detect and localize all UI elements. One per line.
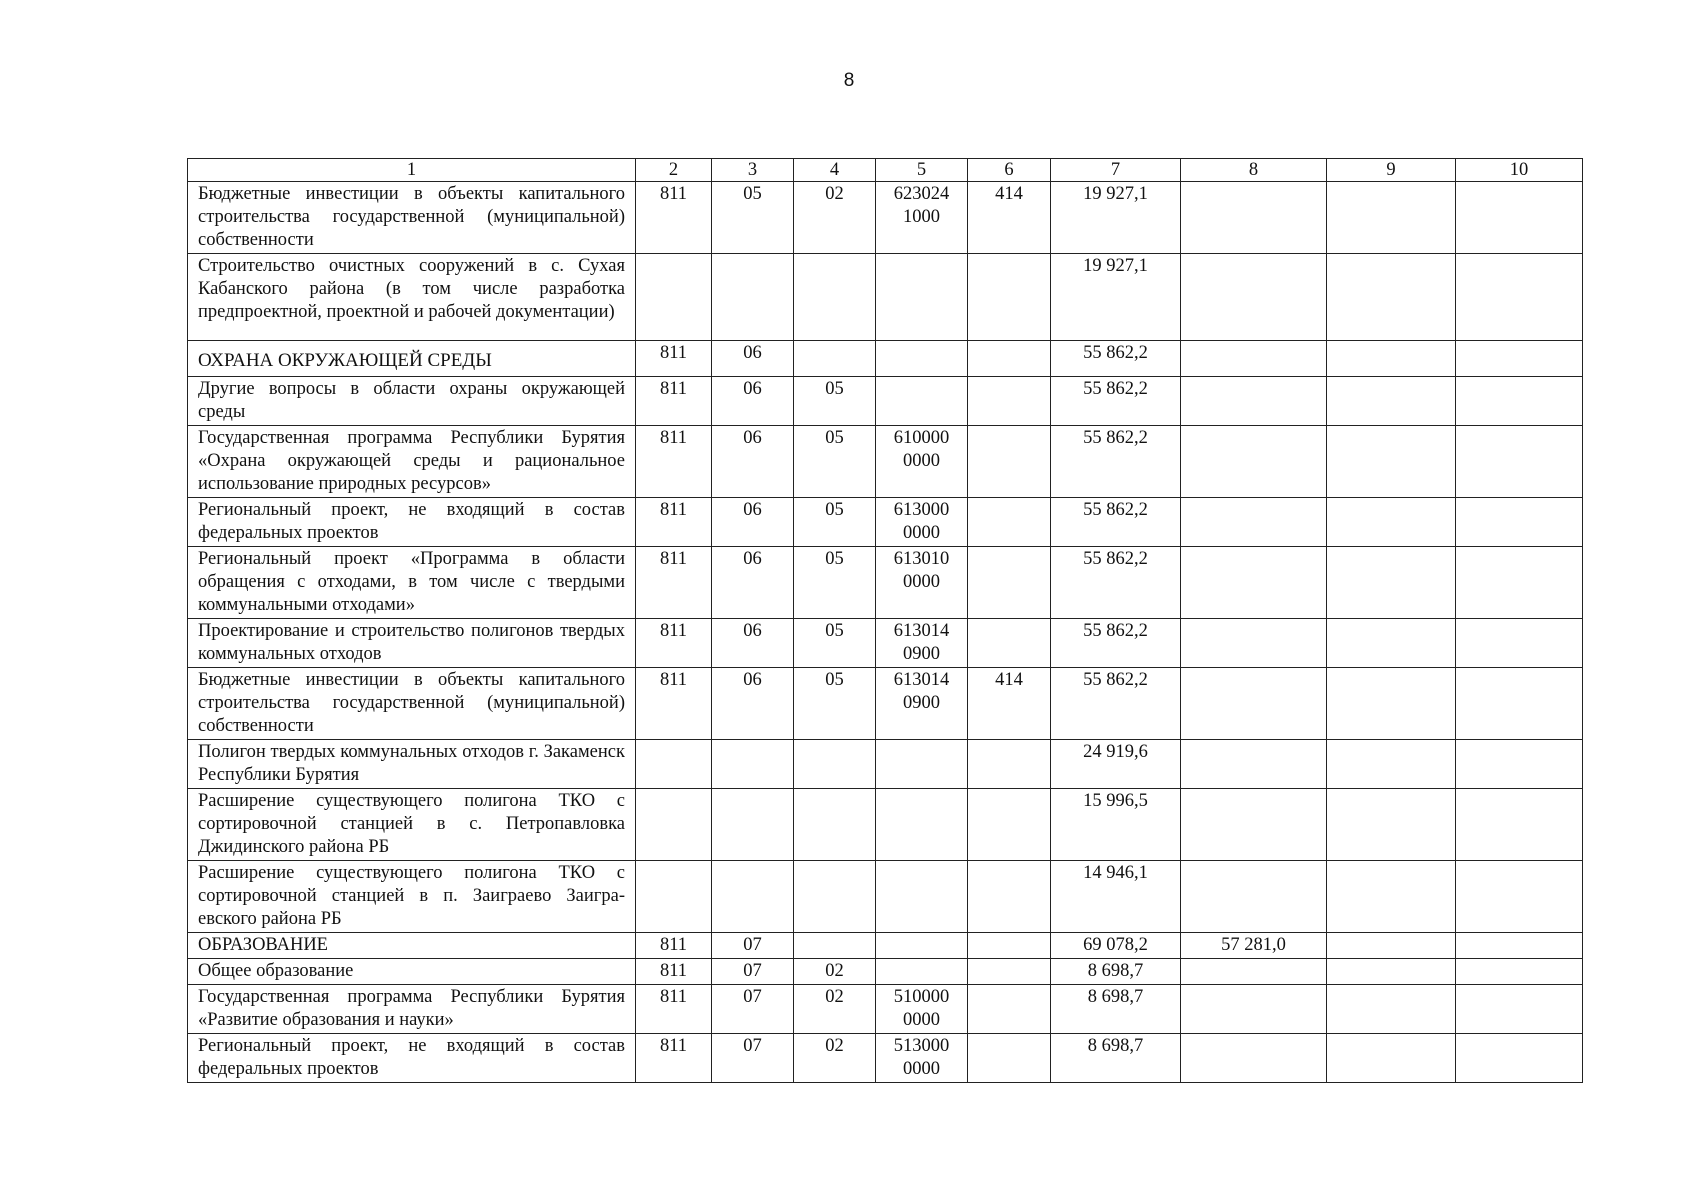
row-description: Региональный проект, не входящий в состав федеральных проектов — [188, 1034, 636, 1083]
cell-col-3: 06 — [712, 377, 794, 426]
header-cell: 6 — [968, 159, 1051, 182]
cell-col-3: 07 — [712, 985, 794, 1034]
cell-col-2: 811 — [636, 985, 712, 1034]
table-row — [188, 182, 1583, 254]
cell-col-4: 02 — [794, 959, 876, 985]
row-description: Общее образование — [188, 959, 636, 985]
cell-col-10 — [1456, 619, 1583, 668]
cell-col-6: 414 — [968, 668, 1051, 740]
cell-col-7: 19 927,1 — [1051, 182, 1181, 254]
cell-col-8 — [1181, 985, 1327, 1034]
cell-col-9 — [1327, 377, 1456, 426]
header-cell: 1 — [188, 159, 636, 182]
cell-col-4: 05 — [794, 668, 876, 740]
cell-col-3: 07 — [712, 933, 794, 959]
cell-col-2: 811 — [636, 498, 712, 547]
row-description: Бюджетные инвестиции в объекты капитального строительства государственной (муниципальной) собственности — [188, 182, 636, 254]
cell-col-5 — [876, 377, 968, 426]
cell-col-7: 14 946,1 — [1051, 861, 1181, 933]
cell-col-9 — [1327, 740, 1456, 789]
cell-col-5 — [876, 341, 968, 377]
cell-col-5: 613010 0000 — [876, 547, 968, 619]
cell-col-5 — [876, 789, 968, 861]
row-description: Проектирование и строительство полигонов твердых коммунальных отходов — [188, 619, 636, 668]
cell-col-2: 811 — [636, 1034, 712, 1083]
cell-col-2 — [636, 789, 712, 861]
cell-col-7: 55 862,2 — [1051, 668, 1181, 740]
cell-col-3: 05 — [712, 182, 794, 254]
row-description: Строительство очистных сооружений в с. Сухая Кабанского района (в том числе разработка предпроектной, проектной и рабочей документации) — [188, 254, 636, 341]
cell-col-8 — [1181, 377, 1327, 426]
cell-col-3 — [712, 789, 794, 861]
row-description: Региональный проект, не входящий в состав федеральных проектов — [188, 498, 636, 547]
cell-col-10 — [1456, 1034, 1583, 1083]
cell-col-8 — [1181, 498, 1327, 547]
table-row — [188, 933, 1583, 959]
cell-col-8: 57 281,0 — [1181, 933, 1327, 959]
cell-col-4 — [794, 740, 876, 789]
header-cell: 8 — [1181, 159, 1327, 182]
table-row — [188, 498, 1583, 547]
cell-col-6 — [968, 959, 1051, 985]
cell-col-5: 613000 0000 — [876, 498, 968, 547]
cell-col-9 — [1327, 498, 1456, 547]
cell-col-9 — [1327, 861, 1456, 933]
cell-col-10 — [1456, 985, 1583, 1034]
cell-col-10 — [1456, 740, 1583, 789]
cell-col-6 — [968, 377, 1051, 426]
cell-col-10 — [1456, 933, 1583, 959]
header-cell: 3 — [712, 159, 794, 182]
cell-col-2: 811 — [636, 341, 712, 377]
cell-col-5: 513000 0000 — [876, 1034, 968, 1083]
cell-col-9 — [1327, 789, 1456, 861]
table-row — [188, 341, 1583, 377]
cell-col-6 — [968, 1034, 1051, 1083]
cell-col-3 — [712, 254, 794, 341]
cell-col-5: 610000 0000 — [876, 426, 968, 498]
cell-col-9 — [1327, 619, 1456, 668]
page-number: 8 — [843, 70, 855, 91]
cell-col-4: 05 — [794, 547, 876, 619]
table-row — [188, 959, 1583, 985]
cell-col-8 — [1181, 1034, 1327, 1083]
cell-col-9 — [1327, 1034, 1456, 1083]
table-row — [188, 547, 1583, 619]
cell-col-4: 02 — [794, 1034, 876, 1083]
cell-col-6 — [968, 740, 1051, 789]
cell-col-8 — [1181, 547, 1327, 619]
cell-col-2: 811 — [636, 547, 712, 619]
cell-col-9 — [1327, 254, 1456, 341]
cell-col-10 — [1456, 426, 1583, 498]
table-row — [188, 377, 1583, 426]
cell-col-8 — [1181, 789, 1327, 861]
cell-col-10 — [1456, 498, 1583, 547]
cell-col-10 — [1456, 861, 1583, 933]
cell-col-6 — [968, 498, 1051, 547]
row-description: Бюджетные инвестиции в объекты капитального строительства государственной (муниципальной) собственности — [188, 668, 636, 740]
header-cell: 4 — [794, 159, 876, 182]
table-row — [188, 789, 1583, 861]
cell-col-5 — [876, 861, 968, 933]
cell-col-5 — [876, 740, 968, 789]
cell-col-2: 811 — [636, 619, 712, 668]
cell-col-6 — [968, 254, 1051, 341]
cell-col-4 — [794, 861, 876, 933]
cell-col-7: 55 862,2 — [1051, 341, 1181, 377]
cell-col-7: 55 862,2 — [1051, 377, 1181, 426]
cell-col-9 — [1327, 933, 1456, 959]
cell-col-2 — [636, 740, 712, 789]
cell-col-8 — [1181, 426, 1327, 498]
cell-col-7: 19 927,1 — [1051, 254, 1181, 341]
cell-col-3 — [712, 740, 794, 789]
header-cell: 5 — [876, 159, 968, 182]
cell-col-9 — [1327, 182, 1456, 254]
cell-col-2 — [636, 254, 712, 341]
cell-col-4: 05 — [794, 498, 876, 547]
cell-col-6: 414 — [968, 182, 1051, 254]
cell-col-2: 811 — [636, 377, 712, 426]
row-description: Региональный проект «Программа в области обращения с отходами, в том числе с твердыми коммунальными отходами» — [188, 547, 636, 619]
cell-col-2: 811 — [636, 959, 712, 985]
cell-col-4 — [794, 254, 876, 341]
cell-col-5 — [876, 959, 968, 985]
cell-col-4 — [794, 341, 876, 377]
cell-col-10 — [1456, 377, 1583, 426]
cell-col-6 — [968, 619, 1051, 668]
row-description: Расширение существующего полигона ТКО с сортировочной станцией в с. Петропавловка Джидинского района РБ — [188, 789, 636, 861]
table-row — [188, 668, 1583, 740]
table-row — [188, 254, 1583, 341]
header-cell: 7 — [1051, 159, 1181, 182]
cell-col-9 — [1327, 341, 1456, 377]
cell-col-9 — [1327, 959, 1456, 985]
cell-col-9 — [1327, 668, 1456, 740]
cell-col-6 — [968, 789, 1051, 861]
cell-col-7: 8 698,7 — [1051, 985, 1181, 1034]
cell-col-7: 24 919,6 — [1051, 740, 1181, 789]
cell-col-6 — [968, 341, 1051, 377]
cell-col-7: 55 862,2 — [1051, 547, 1181, 619]
row-description: ОБРАЗОВАНИЕ — [188, 933, 636, 959]
cell-col-7: 69 078,2 — [1051, 933, 1181, 959]
cell-col-8 — [1181, 254, 1327, 341]
cell-col-8 — [1181, 668, 1327, 740]
cell-col-7: 15 996,5 — [1051, 789, 1181, 861]
cell-col-2: 811 — [636, 668, 712, 740]
cell-col-4: 05 — [794, 377, 876, 426]
cell-col-8 — [1181, 341, 1327, 377]
cell-col-4: 05 — [794, 619, 876, 668]
cell-col-10 — [1456, 254, 1583, 341]
cell-col-5: 613014 0900 — [876, 619, 968, 668]
cell-col-3 — [712, 861, 794, 933]
table-header-row — [188, 159, 1583, 182]
cell-col-2 — [636, 861, 712, 933]
cell-col-3: 07 — [712, 959, 794, 985]
cell-col-4: 02 — [794, 182, 876, 254]
header-cell: 10 — [1456, 159, 1583, 182]
cell-col-4: 02 — [794, 985, 876, 1034]
cell-col-5 — [876, 254, 968, 341]
cell-col-3: 06 — [712, 498, 794, 547]
cell-col-8 — [1181, 619, 1327, 668]
cell-col-5: 510000 0000 — [876, 985, 968, 1034]
table-row — [188, 619, 1583, 668]
cell-col-7: 8 698,7 — [1051, 959, 1181, 985]
cell-col-10 — [1456, 668, 1583, 740]
cell-col-6 — [968, 547, 1051, 619]
row-description: Другие вопросы в области охраны окружающей среды — [188, 377, 636, 426]
cell-col-4 — [794, 789, 876, 861]
table-row — [188, 426, 1583, 498]
cell-col-7: 8 698,7 — [1051, 1034, 1181, 1083]
header-cell: 9 — [1327, 159, 1456, 182]
cell-col-3: 06 — [712, 341, 794, 377]
cell-col-3: 06 — [712, 668, 794, 740]
row-description: Государственная программа Республики Бурятия «Развитие образования и науки» — [188, 985, 636, 1034]
cell-col-3: 06 — [712, 426, 794, 498]
cell-col-8 — [1181, 959, 1327, 985]
cell-col-5: 623024 1000 — [876, 182, 968, 254]
cell-col-7: 55 862,2 — [1051, 619, 1181, 668]
cell-col-7: 55 862,2 — [1051, 426, 1181, 498]
cell-col-6 — [968, 861, 1051, 933]
row-description: ОХРАНА ОКРУЖАЮЩЕЙ СРЕДЫ — [188, 341, 636, 377]
cell-col-5 — [876, 933, 968, 959]
cell-col-2: 811 — [636, 182, 712, 254]
cell-col-7: 55 862,2 — [1051, 498, 1181, 547]
row-description: Расширение существующего полигона ТКО с сортировочной станцией в п. Заиграево Заиграевского района РБ — [188, 861, 636, 933]
cell-col-3: 07 — [712, 1034, 794, 1083]
cell-col-8 — [1181, 861, 1327, 933]
row-description: Полигон твердых коммунальных отходов г. Закаменск Республики Бурятия — [188, 740, 636, 789]
table-row — [188, 861, 1583, 933]
cell-col-5: 613014 0900 — [876, 668, 968, 740]
cell-col-10 — [1456, 547, 1583, 619]
budget-table — [187, 158, 1583, 1083]
cell-col-6 — [968, 933, 1051, 959]
row-description: Государственная программа Республики Бурятия «Охрана окружающей среды и рациональное использование природных ресурсов» — [188, 426, 636, 498]
cell-col-4 — [794, 933, 876, 959]
cell-col-9 — [1327, 985, 1456, 1034]
cell-col-9 — [1327, 547, 1456, 619]
cell-col-3: 06 — [712, 547, 794, 619]
cell-col-10 — [1456, 789, 1583, 861]
cell-col-10 — [1456, 341, 1583, 377]
header-cell: 2 — [636, 159, 712, 182]
cell-col-10 — [1456, 182, 1583, 254]
cell-col-9 — [1327, 426, 1456, 498]
cell-col-2: 811 — [636, 933, 712, 959]
table-row — [188, 740, 1583, 789]
cell-col-4: 05 — [794, 426, 876, 498]
cell-col-2: 811 — [636, 426, 712, 498]
cell-col-6 — [968, 426, 1051, 498]
cell-col-3: 06 — [712, 619, 794, 668]
cell-col-6 — [968, 985, 1051, 1034]
cell-col-8 — [1181, 182, 1327, 254]
table-row — [188, 985, 1583, 1034]
cell-col-8 — [1181, 740, 1327, 789]
cell-col-10 — [1456, 959, 1583, 985]
table-row — [188, 1034, 1583, 1083]
